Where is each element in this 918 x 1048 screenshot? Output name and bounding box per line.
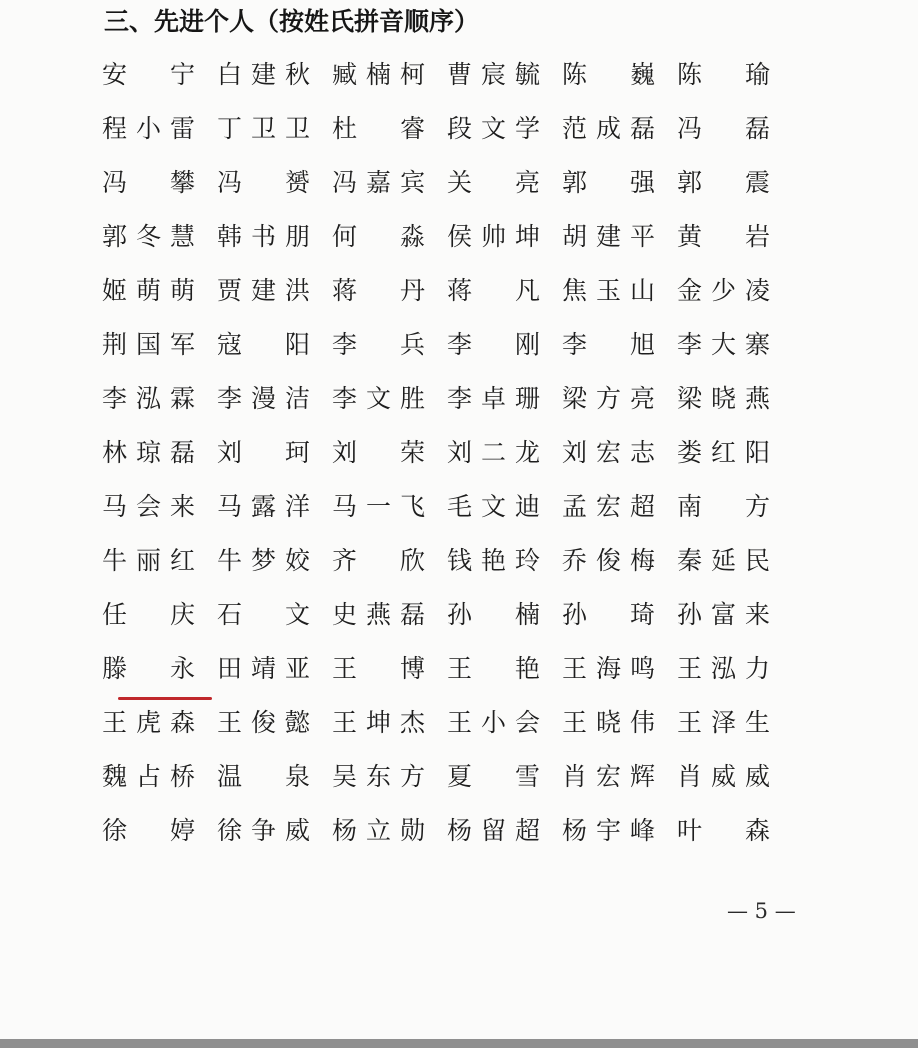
name-cell	[447, 156, 562, 210]
name-row	[102, 642, 802, 696]
person-name: 李卓珊	[447, 384, 541, 413]
person-name: 冯 磊	[677, 114, 771, 143]
person-name: 田靖亚	[217, 654, 311, 683]
name-cell	[562, 318, 677, 372]
person-name: 侯帅坤	[447, 222, 541, 251]
person-name: 蒋 凡	[447, 276, 541, 305]
person-name: 秦延民	[677, 546, 771, 575]
name-row	[102, 480, 802, 534]
name-cell	[562, 210, 677, 264]
person-name: 陈 瑜	[677, 60, 771, 89]
name-row	[102, 156, 802, 210]
name-cell	[217, 318, 332, 372]
name-cell	[217, 264, 332, 318]
person-name: 牛丽红	[102, 546, 196, 575]
person-name: 肖宏辉	[562, 762, 656, 791]
name-cell	[102, 102, 217, 156]
person-name: 金少凌	[677, 276, 771, 305]
person-name: 何 淼	[332, 222, 426, 251]
person-name: 夏 雪	[447, 762, 541, 791]
name-row	[102, 804, 802, 858]
name-cell	[102, 156, 217, 210]
person-name: 孙 楠	[447, 600, 541, 629]
person-name: 王 博	[332, 654, 426, 683]
person-name: 刘宏志	[562, 438, 656, 467]
name-cell	[102, 534, 217, 588]
name-cell	[447, 534, 562, 588]
name-cell	[677, 372, 792, 426]
person-name: 毛文迪	[447, 492, 541, 521]
name-cell	[677, 156, 792, 210]
person-name: 陈 巍	[562, 60, 656, 89]
person-name: 钱艳玲	[447, 546, 541, 575]
person-name: 荆国军	[102, 330, 196, 359]
name-cell	[332, 588, 447, 642]
person-name: 乔俊梅	[562, 546, 656, 575]
person-name: 李 刚	[447, 330, 541, 359]
name-cell	[677, 210, 792, 264]
person-name: 姬萌萌	[102, 276, 196, 305]
person-name: 李文胜	[332, 384, 426, 413]
name-cell	[217, 426, 332, 480]
person-name: 韩书朋	[217, 222, 311, 251]
person-name: 魏占桥	[102, 762, 196, 791]
person-name: 李 兵	[332, 330, 426, 359]
person-name: 焦玉山	[562, 276, 656, 305]
name-row	[102, 696, 802, 750]
name-cell	[447, 210, 562, 264]
person-name: 徐 婷	[102, 816, 196, 845]
person-name: 蒋 丹	[332, 276, 426, 305]
name-cell	[677, 264, 792, 318]
person-name: 刘二龙	[447, 438, 541, 467]
name-cell	[102, 426, 217, 480]
name-cell	[447, 48, 562, 102]
person-name: 马露洋	[217, 492, 311, 521]
person-name: 郭冬慧	[102, 222, 196, 251]
name-cell	[332, 264, 447, 318]
person-name: 吴东方	[332, 762, 426, 791]
person-name: 王小会	[447, 708, 541, 737]
name-cell	[102, 264, 217, 318]
person-name: 马一飞	[332, 492, 426, 521]
name-cell	[447, 480, 562, 534]
name-cell	[562, 588, 677, 642]
person-name: 王海鸣	[562, 654, 656, 683]
name-cell	[447, 372, 562, 426]
name-cell	[447, 696, 562, 750]
person-name: 王 艳	[447, 654, 541, 683]
name-cell	[677, 804, 792, 858]
name-cell	[447, 750, 562, 804]
person-name: 范成磊	[562, 114, 656, 143]
name-row	[102, 534, 802, 588]
name-cell	[217, 804, 332, 858]
name-cell	[562, 696, 677, 750]
name-cell	[102, 318, 217, 372]
person-name: 温 泉	[217, 762, 311, 791]
name-row	[102, 318, 802, 372]
person-name: 王泽生	[677, 708, 771, 737]
name-cell	[677, 696, 792, 750]
person-name: 娄红阳	[677, 438, 771, 467]
name-cell	[217, 156, 332, 210]
bottom-edge-bar	[0, 1039, 918, 1048]
name-cell	[677, 642, 792, 696]
name-cell	[102, 804, 217, 858]
honoree-name-grid	[102, 48, 802, 858]
name-cell	[332, 318, 447, 372]
person-name: 孙 琦	[562, 600, 656, 629]
name-row	[102, 264, 802, 318]
name-cell	[332, 534, 447, 588]
name-cell	[677, 426, 792, 480]
name-cell	[447, 264, 562, 318]
person-name: 牛梦姣	[217, 546, 311, 575]
name-cell	[332, 642, 447, 696]
person-name: 寇 阳	[217, 330, 311, 359]
person-name: 王泓力	[677, 654, 771, 683]
name-row	[102, 48, 802, 102]
name-cell	[677, 750, 792, 804]
person-name: 李泓霖	[102, 384, 196, 413]
name-row	[102, 588, 802, 642]
name-row	[102, 102, 802, 156]
name-cell	[447, 588, 562, 642]
name-cell	[332, 804, 447, 858]
person-name: 石 文	[217, 600, 311, 629]
name-cell	[562, 534, 677, 588]
red-underline-mark	[118, 697, 212, 700]
name-cell	[102, 210, 217, 264]
name-cell	[447, 426, 562, 480]
name-cell	[562, 426, 677, 480]
name-cell	[217, 696, 332, 750]
person-name: 安 宁	[102, 60, 196, 89]
person-name: 任 庆	[102, 600, 196, 629]
name-cell	[102, 750, 217, 804]
name-cell	[332, 102, 447, 156]
person-name: 王坤杰	[332, 708, 426, 737]
person-name: 肖威威	[677, 762, 771, 791]
person-name: 胡建平	[562, 222, 656, 251]
name-row	[102, 372, 802, 426]
person-name: 杜 睿	[332, 114, 426, 143]
name-cell	[562, 804, 677, 858]
name-cell	[562, 642, 677, 696]
name-row	[102, 750, 802, 804]
person-name: 李漫洁	[217, 384, 311, 413]
name-cell	[332, 426, 447, 480]
name-cell	[447, 102, 562, 156]
person-name: 段文学	[447, 114, 541, 143]
person-name: 程小雷	[102, 114, 196, 143]
name-cell	[562, 102, 677, 156]
name-cell	[562, 480, 677, 534]
person-name: 冯 攀	[102, 168, 196, 197]
person-name: 孙富来	[677, 600, 771, 629]
person-name: 王晓伟	[562, 708, 656, 737]
name-cell	[562, 750, 677, 804]
person-name: 孟宏超	[562, 492, 656, 521]
name-cell	[562, 372, 677, 426]
name-cell	[332, 372, 447, 426]
person-name: 刘 珂	[217, 438, 311, 467]
name-cell	[677, 534, 792, 588]
person-name: 丁卫卫	[217, 114, 311, 143]
name-cell	[677, 48, 792, 102]
person-name: 王俊懿	[217, 708, 311, 737]
person-name: 刘 荣	[332, 438, 426, 467]
person-name: 贾建洪	[217, 276, 311, 305]
person-name: 叶 森	[677, 816, 771, 845]
person-name: 滕 永	[102, 654, 196, 683]
person-name: 梁晓燕	[677, 384, 771, 413]
name-cell	[217, 642, 332, 696]
person-name: 臧楠柯	[332, 60, 426, 89]
name-cell	[217, 534, 332, 588]
name-cell	[217, 480, 332, 534]
person-name: 王虎森	[102, 708, 196, 737]
person-name: 杨立勋	[332, 816, 426, 845]
person-name: 李 旭	[562, 330, 656, 359]
person-name: 李大寨	[677, 330, 771, 359]
name-cell	[332, 156, 447, 210]
person-name: 白建秋	[217, 60, 311, 89]
name-cell	[677, 318, 792, 372]
name-cell	[677, 480, 792, 534]
name-cell	[562, 48, 677, 102]
person-name: 冯嘉宾	[332, 168, 426, 197]
name-cell	[102, 480, 217, 534]
person-name: 冯 赟	[217, 168, 311, 197]
person-name: 林琼磊	[102, 438, 196, 467]
name-cell	[447, 642, 562, 696]
name-cell	[562, 264, 677, 318]
person-name: 关 亮	[447, 168, 541, 197]
person-name: 马会来	[102, 492, 196, 521]
name-cell	[217, 588, 332, 642]
name-cell	[332, 750, 447, 804]
name-cell	[102, 588, 217, 642]
name-cell	[677, 588, 792, 642]
person-name: 郭 震	[677, 168, 771, 197]
person-name: 杨留超	[447, 816, 541, 845]
page-number: — 5 —	[727, 899, 796, 923]
name-cell	[102, 642, 217, 696]
person-name: 南 方	[677, 492, 771, 521]
person-name: 齐 欣	[332, 546, 426, 575]
person-name: 梁方亮	[562, 384, 656, 413]
name-cell	[217, 102, 332, 156]
name-cell	[332, 480, 447, 534]
name-row	[102, 210, 802, 264]
name-cell	[217, 372, 332, 426]
name-cell	[102, 48, 217, 102]
name-cell	[332, 696, 447, 750]
person-name: 徐争威	[217, 816, 311, 845]
name-cell	[217, 48, 332, 102]
name-cell	[217, 750, 332, 804]
name-cell	[332, 48, 447, 102]
name-cell	[332, 210, 447, 264]
name-cell	[447, 804, 562, 858]
person-name: 史燕磊	[332, 600, 426, 629]
person-name: 曹宸毓	[447, 60, 541, 89]
name-cell	[677, 102, 792, 156]
person-name: 郭 强	[562, 168, 656, 197]
name-row	[102, 426, 802, 480]
section-heading: 三、先进个人（按姓氏拼音顺序）	[104, 7, 480, 36]
name-cell	[217, 210, 332, 264]
name-cell	[562, 156, 677, 210]
name-cell	[447, 318, 562, 372]
name-cell	[102, 372, 217, 426]
person-name: 黄 岩	[677, 222, 771, 251]
name-cell	[102, 696, 217, 750]
person-name: 杨宇峰	[562, 816, 656, 845]
